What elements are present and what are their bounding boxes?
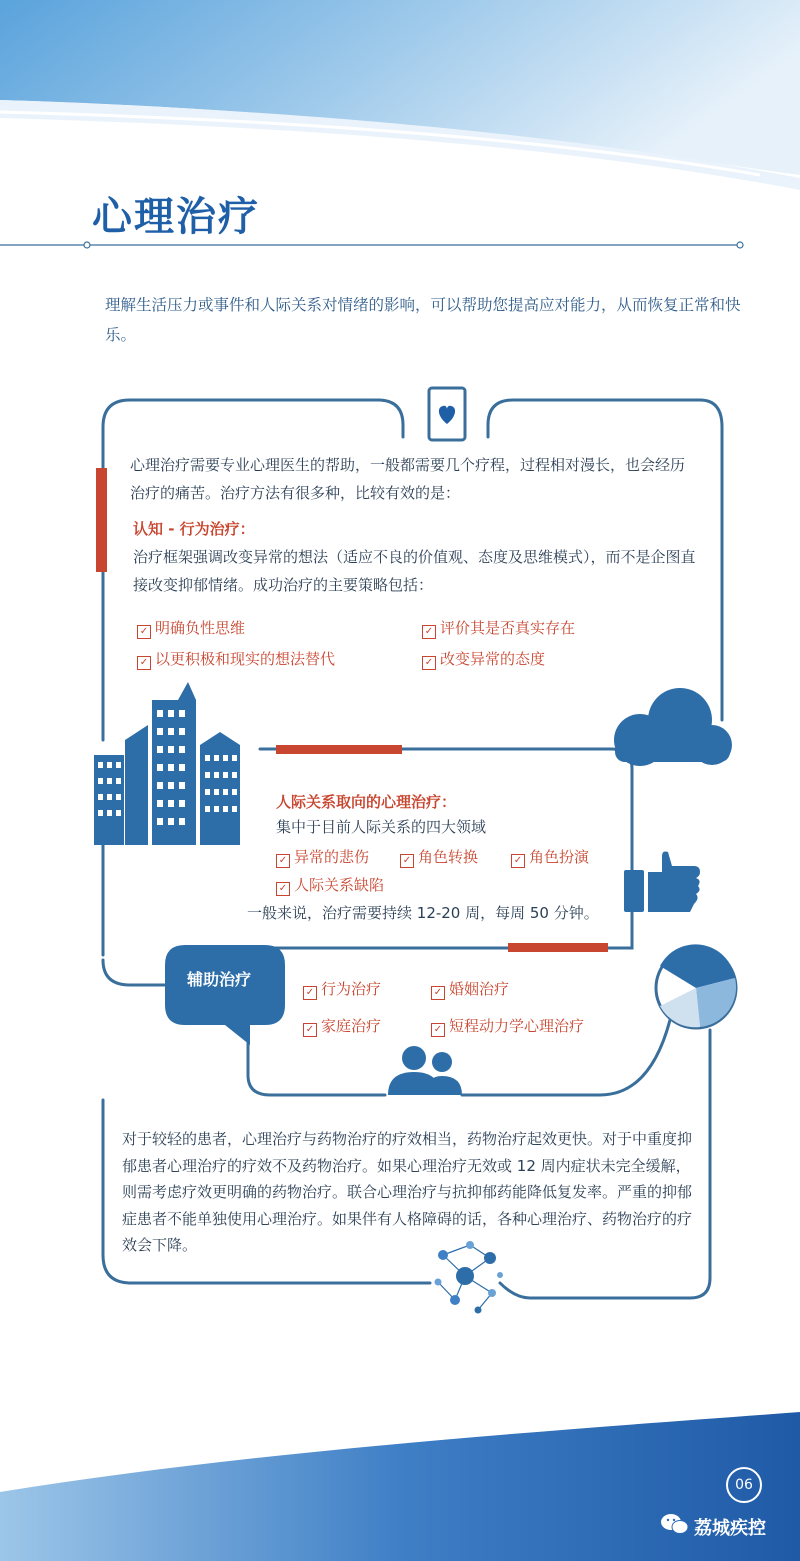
pie-chart-icon	[656, 944, 736, 1028]
checkbox-icon: ✓	[400, 854, 414, 868]
bottom-banner	[0, 1405, 800, 1561]
strategy-item: ✓ 改变异常的态度	[422, 648, 545, 669]
aux-item: ✓ 短程动力学心理治疗	[431, 1015, 584, 1036]
checkbox-icon: ✓	[511, 854, 525, 868]
therapy-overview-text: 心理治疗需要专业心理医生的帮助，一般都需要几个疗程，过程相对漫长，也会经历治疗的痛苦。治疗方法有很多种，比较有效的是：	[130, 456, 686, 502]
strategy-item: ✓ 明确负性思维	[137, 617, 245, 638]
aux-therapy-label: 辅助治疗	[187, 970, 252, 989]
aux-item: ✓ 家庭治疗	[303, 1015, 381, 1036]
aux-bubble	[165, 945, 285, 1045]
strategy-item: ✓ 评价其是否真实存在	[422, 617, 575, 638]
intro-text: 理解生活压力或事件和人际关系对情绪的影响，可以帮助您提高应对能力，从而恢复正常和快乐。	[105, 296, 741, 344]
checkbox-icon: ✓	[137, 656, 151, 670]
interpersonal-description: 集中于目前人际关系的四大领域	[276, 818, 487, 836]
area-item: ✓ 异常的悲伤	[276, 846, 369, 867]
aux-item: ✓ 婚姻治疗	[431, 978, 509, 999]
brand-name: 荔城疾控	[694, 1518, 766, 1539]
wechat-icon	[660, 1512, 690, 1536]
checkbox-icon: ✓	[431, 1023, 445, 1037]
area-item: ✓ 角色转换	[400, 846, 478, 867]
checkbox-icon: ✓	[431, 986, 445, 1000]
title-rule	[0, 242, 743, 248]
heart-card-icon	[429, 388, 465, 440]
top-banner	[0, 0, 800, 190]
buildings-icon	[94, 682, 240, 845]
checkbox-icon: ✓	[422, 656, 436, 670]
checkbox-icon: ✓	[276, 882, 290, 896]
people-icon	[388, 1046, 462, 1095]
checkbox-icon: ✓	[422, 625, 436, 639]
aux-item: ✓ 行为治疗	[303, 978, 381, 999]
checkbox-icon: ✓	[276, 854, 290, 868]
area-item: ✓ 人际关系缺陷	[276, 874, 384, 895]
cbt-heading: 认知 - 行为治疗：	[133, 520, 255, 538]
interpersonal-heading: 人际关系取向的心理治疗：	[276, 793, 457, 811]
checkbox-icon: ✓	[137, 625, 151, 639]
cloud-icon	[614, 688, 732, 766]
page-number: 06	[726, 1467, 762, 1503]
thumbs-up-icon	[624, 852, 700, 913]
conclusion-text: 对于较轻的患者，心理治疗与药物治疗的疗效相当，药物治疗起效更快。对于中重度抑郁患者心理治疗的疗效不及药物治疗。如果心理治疗无效或 12 周内症状未完全缓解，则需考虑疗效更明确的药物治疗。联合心理治疗与抗抑郁药能降低复发率。严重的抑郁症患者不能单独使用心理治疗。如果伴有人格障碍的话，各种心理治疗、药物治疗的疗效会下降。	[122, 1130, 693, 1254]
checkbox-icon: ✓	[303, 986, 317, 1000]
strategy-item: ✓ 以更积极和现实的想法替代	[137, 648, 335, 669]
area-item: ✓ 角色扮演	[511, 846, 589, 867]
duration-text: 一般来说，治疗需要持续 12-20 周，每周 50 分钟。	[247, 904, 599, 922]
checkbox-icon: ✓	[303, 1023, 317, 1037]
cbt-description: 治疗框架强调改变异常的想法（适应不良的价值观、态度及思维模式），而不是企图直接改变抑郁情绪。成功治疗的主要策略包括：	[133, 548, 696, 594]
page-title: 心理治疗	[92, 194, 260, 240]
